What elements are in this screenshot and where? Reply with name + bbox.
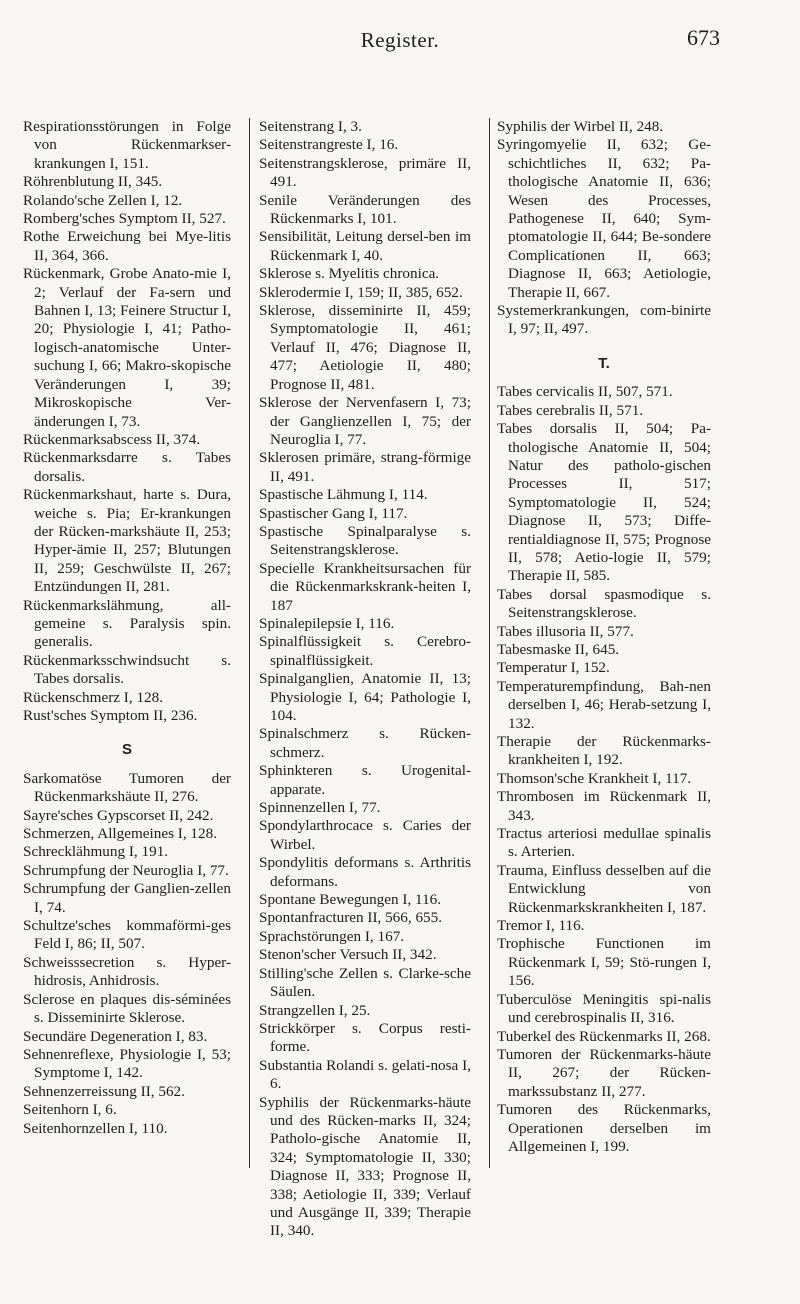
index-entry: Rückenmarksdarre s. Tabes dorsalis. [23, 449, 231, 485]
index-entry: Schweisssecretion s. Hyper-hidrosis, Anhidrosis. [23, 953, 231, 990]
page-header [0, 0, 800, 60]
index-entry: Seitenhorn I, 6. [23, 1101, 117, 1119]
index-entry: Temperatur I, 152. [497, 659, 610, 677]
index-entry: Tuberculöse Meningitis spi-nalis und cerebrospinalis II, 316. [497, 990, 711, 1027]
index-entry: Seitenhornzellen I, 110. [23, 1119, 168, 1137]
index-entry: Tumoren des Rückenmarks, Operationen derselben im Allgemeinen I, 199. [497, 1101, 711, 1155]
index-entry: Secundäre Degeneration I, 83. [23, 1027, 208, 1045]
index-column-3 [497, 118, 711, 1156]
index-entry: Specielle Krankheitsursachen für die Rückenmarkskrank-heiten I, 187 [259, 559, 471, 614]
index-entry: Sehnenzerreissung II, 562. [23, 1082, 185, 1100]
index-entry: Romberg'sches Symptom II, 527. [23, 210, 226, 228]
index-entry: Schrumpfung der Ganglien-zellen I, 74. [23, 880, 231, 916]
index-entry: Respirationsstörungen in Folge von Rückenmarkser-krankungen I, 151. [23, 118, 231, 172]
index-entry: Rückenmarksabscess II, 374. [23, 430, 201, 448]
section-letter-s: S [121, 741, 132, 759]
index-entry: Tabes cervicalis II, 507, 571. [497, 383, 673, 401]
index-entry: Sklerodermie I, 159; II, 385, 652. [259, 283, 463, 301]
index-entry: Schmerzen, Allgemeines I, 128. [23, 825, 218, 843]
index-entry: Rolando'sche Zellen I, 12. [23, 191, 183, 209]
index-entry: Sklerose der Nervenfasern I, 73; der Ganglienzellen I, 75; der Neuroglia I, 77. [259, 394, 471, 448]
index-entry: Trauma, Einfluss desselben auf die Entwicklung von Rückenmarkskrankheiten I, 187. [497, 861, 711, 916]
index-entry: Spastische Spinalparalyse s. Seitenstrangsklerose. [259, 522, 471, 559]
index-entry: Rust'sches Symptom II, 236. [23, 707, 198, 724]
index-entry: Rückenmarkshaut, harte s. Dura, weiche s. Pia; Er-krankungen der Rücken-markshäute II, 253; Hyper-ämie II, 257; Blutungen II, 259; Geschwülste II, 267; Entzündungen II, 281. [23, 486, 231, 596]
index-entry: Strickkörper s. Corpus resti-forme. [259, 1019, 471, 1056]
entry-list-after [23, 770, 231, 1138]
index-entry: Stilling'sche Zellen s. Clarke-sche Säulen. [259, 964, 471, 1001]
index-entry: Rückenschmerz I, 128. [23, 688, 164, 706]
index-entry: Trophische Functionen im Rückenmark I, 59; Stö-rungen I, 156. [497, 935, 711, 990]
index-entry: Thomson'sche Krankheit I, 117. [497, 769, 692, 787]
index-entry: Sklerose s. Myelitis chronica. [259, 265, 440, 283]
index-entry: Therapie der Rückenmarks-krankheiten I, 192. [497, 733, 711, 769]
column-divider-1 [249, 118, 250, 1168]
index-entry: Schultze'sches kommaförmi-ges Feld I, 86; II, 507. [23, 917, 231, 953]
index-entry: Tabes dorsal spasmodique s. Seitenstrangsklerose. [497, 585, 711, 622]
index-entry: Tremor I, 116. [497, 917, 585, 935]
index-entry: Spinnenzellen I, 77. [259, 799, 381, 817]
index-entry: Syphilis der Rückenmarks-häute und des Rücken-marks II, 324; Patholo-gische Anatomie II, 324; Symptomatologie II, 330; Diagnose II, 333; Prognose II, 338; Aetiologie II, 339; Verlauf und Ausgänge II, 339; Therapie II, 340. [259, 1093, 471, 1240]
index-entry: Rückenmark, Grobe Anato-mie I, 2; Verlauf der Fa-sern und Bahnen I, 13; Feinere Structur I, 20; Physiologie I, 41; Patho-logisch-anatomische Unter-suchung I, 66; Makro-skopische Veränderungen I, 39; Mikroskopische Ver-änderungen I, 73. [23, 265, 231, 430]
index-entry: Sphinkteren s. Urogenital-apparate. [259, 762, 471, 798]
index-entry: Spastischer Gang I, 117. [259, 504, 408, 522]
index-entry: Tabes illusoria II, 577. [497, 622, 634, 640]
index-entry: Stenon'scher Versuch II, 342. [259, 946, 437, 964]
index-entry: Tabes cerebralis II, 571. [497, 401, 644, 419]
section-letter-t: T. [598, 354, 610, 372]
index-entry: Sklerosen primäre, strang-förmige II, 491. [259, 449, 471, 485]
index-entry: Seitenstrangsklerose, primäre II, 491. [259, 154, 471, 191]
index-entry: Spondylarthrocace s. Caries der Wirbel. [259, 817, 471, 853]
index-entry: Sprachstörungen I, 167. [259, 927, 405, 945]
index-entry: Sayre'sches Gypscorset II, 242. [23, 806, 214, 824]
entry-list [259, 118, 471, 1241]
index-entry: Syringomyelie II, 632; Ge-schichtliches II, 632; Pa-thologische Anatomie II, 636; Wesen des Processes, Pathogenese II, 640; Sym-ptomatologie II, 644; Be-sondere Complicationen II, 663; Diagnose II, 663; Aetiologie, Therapie II, 667. [497, 136, 711, 301]
index-entry: Spastische Lähmung I, 114. [259, 486, 428, 504]
index-entry: Seitenstrang I, 3. [259, 118, 362, 135]
index-entry: Temperaturempfindung, Bah-nen derselben I, 46; Herab-setzung I, 132. [497, 677, 711, 732]
index-entry: Sklerose, disseminirte II, 459; Symptomatologie II, 461; Verlauf II, 476; Diagnose II, 477; Aetiologie II, 480; Prognose II, 481. [259, 302, 471, 393]
index-entry: Röhrenblutung II, 345. [23, 173, 163, 191]
column-divider-2 [489, 118, 490, 1168]
index-entry: Syphilis der Wirbel II, 248. [497, 118, 664, 135]
index-entry: Spontanfracturen II, 566, 655. [259, 909, 443, 927]
index-entry: Senile Veränderungen des Rückenmarks I, 101. [259, 191, 471, 228]
index-entry: Thrombosen im Rückenmark II, 343. [497, 788, 711, 824]
index-entry: Spinalganglien, Anatomie II, 13; Physiologie I, 64; Pathologie I, 104. [259, 670, 471, 724]
index-entry: Systemerkrankungen, com-binirte I, 97; II, 497. [497, 302, 711, 338]
index-entry: Spondylitis deformans s. Arthritis deformans. [259, 854, 471, 890]
index-entry: Substantia Rolandi s. gelati-nosa I, 6. [259, 1056, 471, 1093]
index-column-2 [259, 118, 471, 1241]
entry-list-before [23, 118, 231, 725]
index-entry: Seitenstrangreste I, 16. [259, 136, 399, 154]
index-entry: Rothe Erweichung bei Mye-litis II, 364, 366. [23, 228, 231, 264]
index-entry: Tabes dorsalis II, 504; Pa-thologische Anatomie II, 504; Natur des patholo-gischen Processes II, 517; Symptomatologie II, 524; Diagnose II, 573; Diffe-rentialdiagnose II, 575; Prognose II, 578; Aetio-logie II, 579; Therapie II, 585. [497, 420, 711, 585]
index-entry: Spinalepilepsie I, 116. [259, 614, 395, 632]
running-title: Register. [360, 28, 440, 52]
index-entry: Spinalflüssigkeit s. Cerebro-spinalflüssigkeit. [259, 633, 471, 669]
index-entry: Sehnenreflexe, Physiologie I, 53; Symptome I, 142. [23, 1045, 231, 1082]
index-entry: Sclerose en plaques dis-séminées s. Disseminirte Sklerose. [23, 990, 231, 1027]
index-entry: Tuberkel des Rückenmarks II, 268. [497, 1027, 711, 1045]
index-entry: Spinalschmerz s. Rücken-schmerz. [259, 725, 471, 761]
page-number: 673 [687, 25, 720, 50]
index-entry: Rückenmarksschwindsucht s. Tabes dorsalis. [23, 651, 231, 688]
index-entry: Strangzellen I, 25. [259, 1001, 371, 1019]
index-entry: Tumoren der Rückenmarks-häute II, 267; der Rücken-markssubstanz II, 277. [497, 1045, 711, 1100]
index-entry: Sarkomatöse Tumoren der Rückenmarkshäute II, 276. [23, 769, 231, 806]
index-entry: Schrecklähmung I, 191. [23, 843, 169, 861]
index-entry: Rückenmarkslähmung, all-gemeine s. Paralysis spin. generalis. [23, 596, 231, 651]
entry-list-before [497, 118, 711, 339]
index-column-1 [23, 118, 231, 1138]
entry-list-after [497, 383, 711, 1156]
index-entry: Sensibilität, Leitung dersel-ben im Rückenmark I, 40. [259, 228, 471, 264]
index-entry: Tractus arteriosi medullae spinalis s. Arterien. [497, 825, 711, 861]
index-entry: Schrumpfung der Neuroglia I, 77. [23, 861, 229, 879]
index-entry: Tabesmaske II, 645. [497, 640, 620, 658]
index-entry: Spontane Bewegungen I, 116. [259, 891, 442, 909]
